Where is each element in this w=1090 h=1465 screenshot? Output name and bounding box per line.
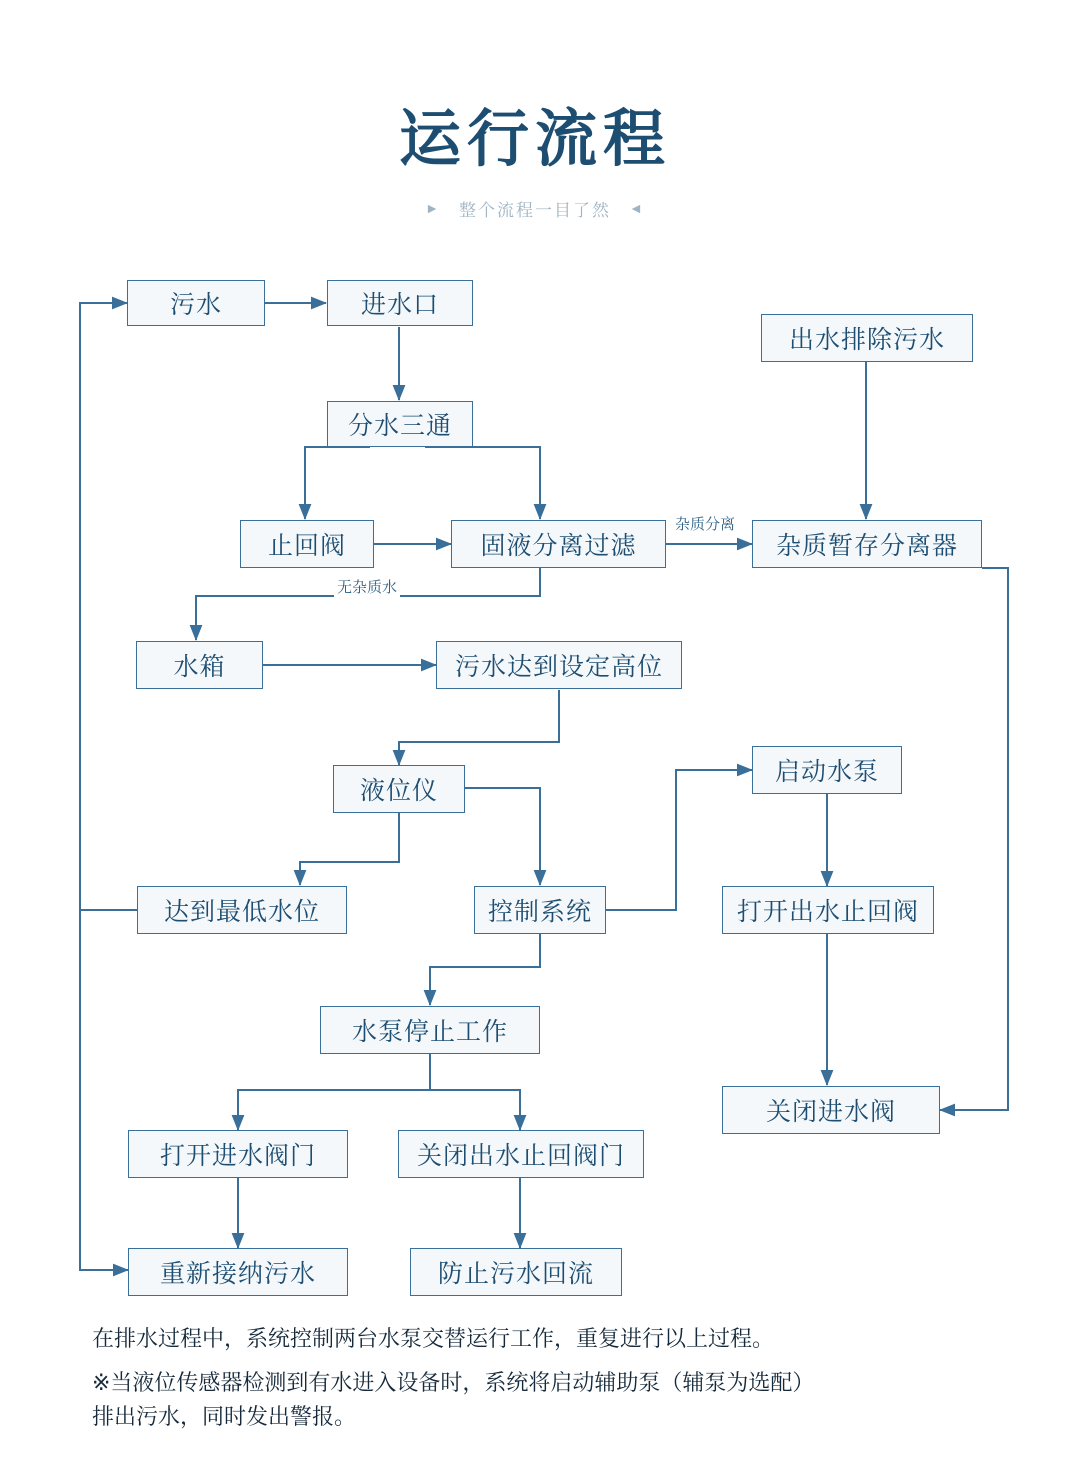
- node-level-meter[interactable]: 液位仪: [333, 765, 465, 813]
- node-check-valve[interactable]: 止回阀: [240, 520, 374, 568]
- node-control-system[interactable]: 控制系统: [474, 886, 606, 934]
- node-reaccept-sewage[interactable]: 重新接纳污水: [128, 1248, 348, 1296]
- node-close-inlet-valve[interactable]: 关闭进水阀: [722, 1086, 940, 1134]
- footer-line-3: 排出污水，同时发出警报。: [92, 1404, 357, 1430]
- node-pump-stop[interactable]: 水泵停止工作: [320, 1006, 540, 1054]
- node-open-outlet-check-valve[interactable]: 打开出水止回阀: [722, 886, 934, 934]
- node-open-inlet-valve-door[interactable]: 打开进水阀门: [128, 1130, 348, 1178]
- node-water-tank[interactable]: 水箱: [136, 641, 263, 689]
- node-high-level-reached[interactable]: 污水达到设定高位: [436, 641, 682, 689]
- footer-line-1: 在排水过程中，系统控制两台水泵交替运行工作，重复进行以上过程。: [92, 1326, 775, 1351]
- node-prevent-backflow[interactable]: 防止污水回流: [410, 1248, 622, 1296]
- node-sewage[interactable]: 污水: [127, 280, 265, 326]
- page-title: [315, 78, 755, 188]
- node-water-tee[interactable]: 分水三通: [327, 401, 473, 447]
- node-lowest-level[interactable]: 达到最低水位: [137, 886, 347, 934]
- node-impurity-separator[interactable]: 杂质暂存分离器: [752, 520, 982, 568]
- node-start-pump[interactable]: 启动水泵: [752, 746, 902, 794]
- footer-notes: [92, 1322, 1022, 1444]
- node-outlet-discharge[interactable]: 出水排除污水: [761, 314, 973, 362]
- edge-label-clean-water: 无杂质水: [334, 576, 400, 597]
- edge-label-impurity-separation: 杂质分离: [672, 513, 738, 534]
- footer-line-2: ※当液位传感器检测到有水进入设备时，系统将启动辅助泵（辅泵为选配）: [92, 1370, 815, 1396]
- node-inlet[interactable]: 进水口: [327, 280, 473, 326]
- subtitle-left-arrow-icon: ►: [425, 200, 441, 216]
- node-solid-liquid-filter[interactable]: 固液分离过滤: [451, 520, 666, 568]
- page-subtitle: [315, 194, 755, 222]
- node-close-outlet-check-valve-door[interactable]: 关闭出水止回阀门: [398, 1130, 644, 1178]
- page-title-text: 运行流程: [385, 89, 685, 178]
- subtitle-text: 整个流程一目了然: [459, 200, 611, 220]
- subtitle-right-arrow-icon: ◄: [629, 200, 645, 216]
